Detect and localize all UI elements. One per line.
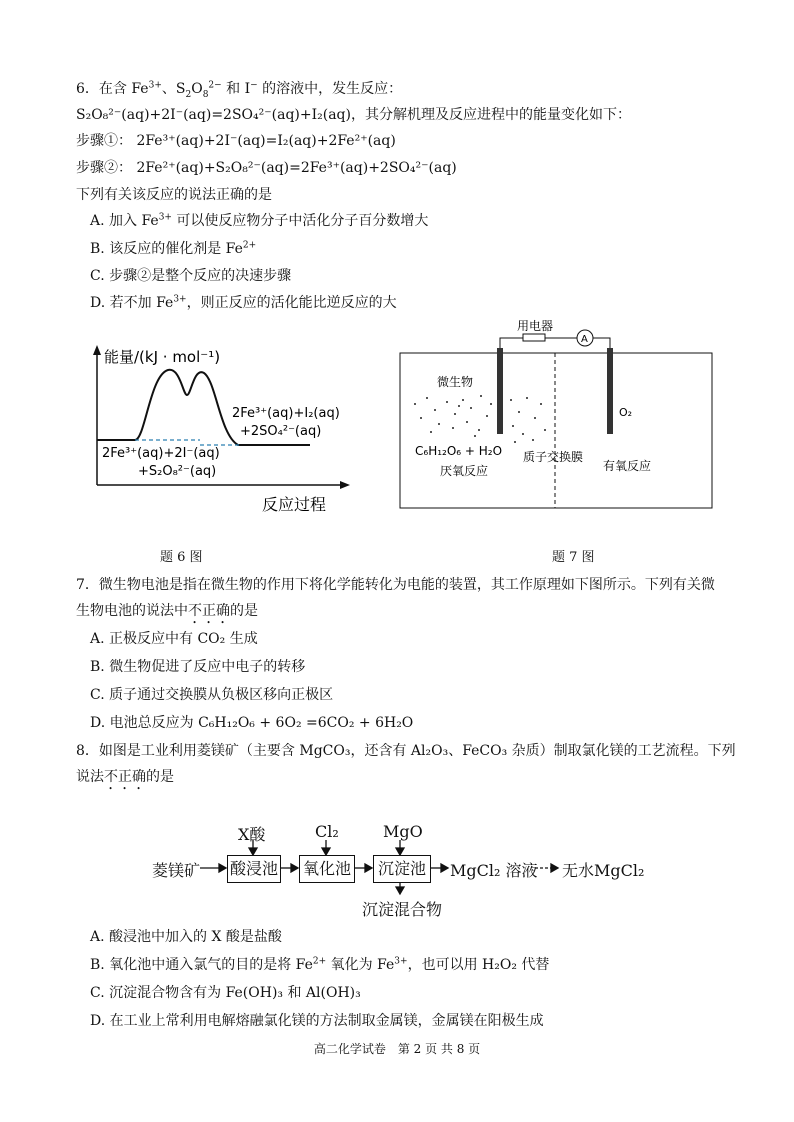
flow-output-anhydrous: 无水MgCl₂ bbox=[562, 861, 645, 880]
glucose-label: C₆H₁₂O₆ + H₂O bbox=[415, 444, 503, 458]
stem-text: 生物电池的说法中 bbox=[76, 603, 188, 619]
q6-stem-text-d: 的溶液中，发生反应： bbox=[262, 81, 403, 97]
q6-option-c[interactable] bbox=[90, 267, 291, 285]
option-text: D. 若不加 Fe bbox=[90, 295, 174, 311]
sub: 8 bbox=[202, 89, 209, 100]
y-axis-label: 能量/(kJ · mol⁻¹) bbox=[104, 348, 221, 366]
page-footer: 高二化学试卷 第 2 页 共 8 页 bbox=[313, 1042, 481, 1056]
emphasis-text: 不正确 bbox=[188, 603, 230, 619]
sup: 3+ bbox=[158, 212, 172, 223]
q6-step1 bbox=[76, 132, 396, 150]
q7-stem-line2 bbox=[76, 602, 258, 627]
sup: 3+ bbox=[394, 956, 408, 967]
flow-input-mgo: MgO bbox=[383, 822, 423, 841]
anaerobic-label: 厌氧反应 bbox=[440, 464, 489, 478]
cathode-electrode bbox=[607, 348, 613, 434]
y-axis-arrow bbox=[93, 345, 101, 355]
step-label: 步骤②： bbox=[76, 160, 132, 176]
aerobic-label: 有氧反应 bbox=[603, 459, 652, 473]
q6-option-b[interactable] bbox=[90, 240, 256, 258]
option-text: 可以使反应物分子中活化分子百分数增大 bbox=[171, 213, 429, 229]
q8-stem-line2 bbox=[76, 768, 174, 793]
wire-right bbox=[592, 338, 610, 348]
flow-precipitation-tank: 沉淀池 bbox=[373, 855, 431, 883]
stem-text: 的是 bbox=[146, 769, 174, 785]
q8-option-b[interactable] bbox=[90, 956, 549, 974]
option-text: 氧化为 Fe bbox=[326, 957, 395, 973]
stem-text: 说法 bbox=[76, 769, 104, 785]
equation: 2Fe²⁺(aq)+S₂O₈²⁻(aq)=2Fe³⁺(aq)+2SO₄²⁻(aq) bbox=[136, 160, 457, 176]
emphasis-text: 不正确 bbox=[104, 769, 146, 785]
q6-option-a[interactable] bbox=[90, 212, 428, 230]
product-label-1: 2Fe³⁺(aq)+I₂(aq) bbox=[232, 406, 340, 421]
flow-input-acid: X酸 bbox=[238, 825, 266, 844]
q6-option-d[interactable] bbox=[90, 294, 397, 312]
device-resistor bbox=[523, 334, 545, 341]
option-text: B. 氧化池中通入氯气的目的是将 Fe bbox=[90, 957, 313, 973]
option-text: C. 步骤②是整个反应的决速步骤 bbox=[90, 268, 292, 284]
option-text: A. 加入 Fe bbox=[90, 213, 159, 229]
q7-option-d[interactable]: D. 电池总反应为 C₆H₁₂O₆ + 6O₂ =6CO₂ + 6H₂O bbox=[90, 715, 414, 731]
fig7-caption: 题 7 图 bbox=[552, 550, 595, 565]
microbe-dots bbox=[414, 395, 546, 443]
membrane-label: 质子交换膜 bbox=[523, 450, 584, 464]
sup: − bbox=[250, 80, 258, 91]
q6-stem-text-b: 、S bbox=[161, 81, 186, 97]
sup: 2+ bbox=[242, 240, 257, 251]
microbial-cell-diagram bbox=[395, 318, 717, 513]
product-label-2: +2SO₄²⁻(aq) bbox=[240, 424, 322, 439]
x-axis-arrow bbox=[340, 481, 350, 489]
equation: S₂O₈²⁻(aq)+2I⁻(aq)=2SO₄²⁻(aq)+I₂(aq) bbox=[76, 107, 351, 123]
reactant-label-1: 2Fe³⁺(aq)+2I⁻(aq) bbox=[102, 446, 220, 461]
flow-output-solution: MgCl₂ 溶液 bbox=[450, 861, 538, 880]
sup: 3+ bbox=[148, 80, 162, 91]
fig6-caption: 题 6 图 bbox=[160, 550, 203, 565]
step-label: 步骤①： bbox=[76, 133, 132, 149]
anode-electrode bbox=[497, 348, 503, 434]
sub: 2 bbox=[185, 89, 192, 100]
sup: 2− bbox=[208, 80, 222, 91]
ammeter-label: A bbox=[581, 334, 588, 345]
q7-stem-line1: 7．微生物电池是指在微生物的作用下将化学能转化为电能的装置，其工作原理如下图所示。下列有关微 bbox=[76, 577, 715, 593]
flow-acid-leach-tank: 酸浸池 bbox=[227, 855, 281, 883]
equation-tail: ，其分解机理及反应进程中的能量变化如下： bbox=[350, 107, 631, 123]
flow-raw-material: 菱镁矿 bbox=[152, 861, 201, 880]
q7-option-a[interactable]: A. 正极反应中有 CO₂ 生成 bbox=[90, 631, 258, 647]
q7-option-c[interactable]: C. 质子通过交换膜从负极区移向正极区 bbox=[90, 687, 334, 703]
q6-stem: 6．在含 $Fe^{3+}$、$S_2O_8^{2-}$ 和 I− 的溶液中，发生反应： bbox=[76, 80, 403, 100]
x-axis-label: 反应过程 bbox=[262, 495, 327, 514]
option-text: ，则正反应的活化能比逆反应的大 bbox=[186, 295, 397, 311]
q8-option-a[interactable]: A. 酸浸池中加入的 X 酸是盐酸 bbox=[90, 929, 282, 945]
q6-stem-text-c: 和 I bbox=[226, 81, 251, 97]
option-text: B. 该反应的催化剂是 Fe bbox=[90, 241, 243, 257]
q8-option-d[interactable]: D. 在工业上常利用电解熔融氯化镁的方法制取金属镁，金属镁在阳极生成 bbox=[90, 1013, 544, 1029]
option-text: ，也可以用 H₂O₂ 代替 bbox=[407, 957, 550, 973]
q6-main-equation bbox=[76, 106, 631, 124]
q6-question: 下列有关该反应的说法正确的是 bbox=[76, 187, 272, 203]
q6-stem-text-a: 6．在含 Fe bbox=[76, 81, 149, 97]
flow-oxidation-tank: 氧化池 bbox=[299, 855, 355, 883]
flow-input-chlorine: Cl₂ bbox=[315, 822, 339, 841]
q8-option-c[interactable]: C. 沉淀混合物含有为 Fe(OH)₃ 和 Al(OH)₃ bbox=[90, 985, 361, 1001]
q8-stem-line1: 8．如图是工业利用菱镁矿（主要含 MgCO₃，还含有 Al₂O₃、FeCO₃ 杂质）制取氯化镁的工艺流程。下列 bbox=[76, 743, 736, 759]
flow-precipitate: 沉淀混合物 bbox=[362, 900, 443, 919]
reactant-label-2: +S₂O₈²⁻(aq) bbox=[138, 464, 217, 479]
oxygen-label: O₂ bbox=[619, 406, 633, 419]
energy-diagram bbox=[80, 335, 370, 515]
sup: 3+ bbox=[173, 294, 187, 305]
microbe-label: 微生物 bbox=[437, 375, 474, 389]
q7-option-b[interactable]: B. 微生物促进了反应中电子的转移 bbox=[90, 659, 306, 675]
q6-step2 bbox=[76, 159, 457, 177]
sup: 2+ bbox=[312, 956, 327, 967]
stem-text: 的是 bbox=[230, 603, 258, 619]
equation: 2Fe³⁺(aq)+2I⁻(aq)=I₂(aq)+2Fe²⁺(aq) bbox=[136, 133, 396, 149]
device-label: 用电器 bbox=[517, 319, 554, 333]
